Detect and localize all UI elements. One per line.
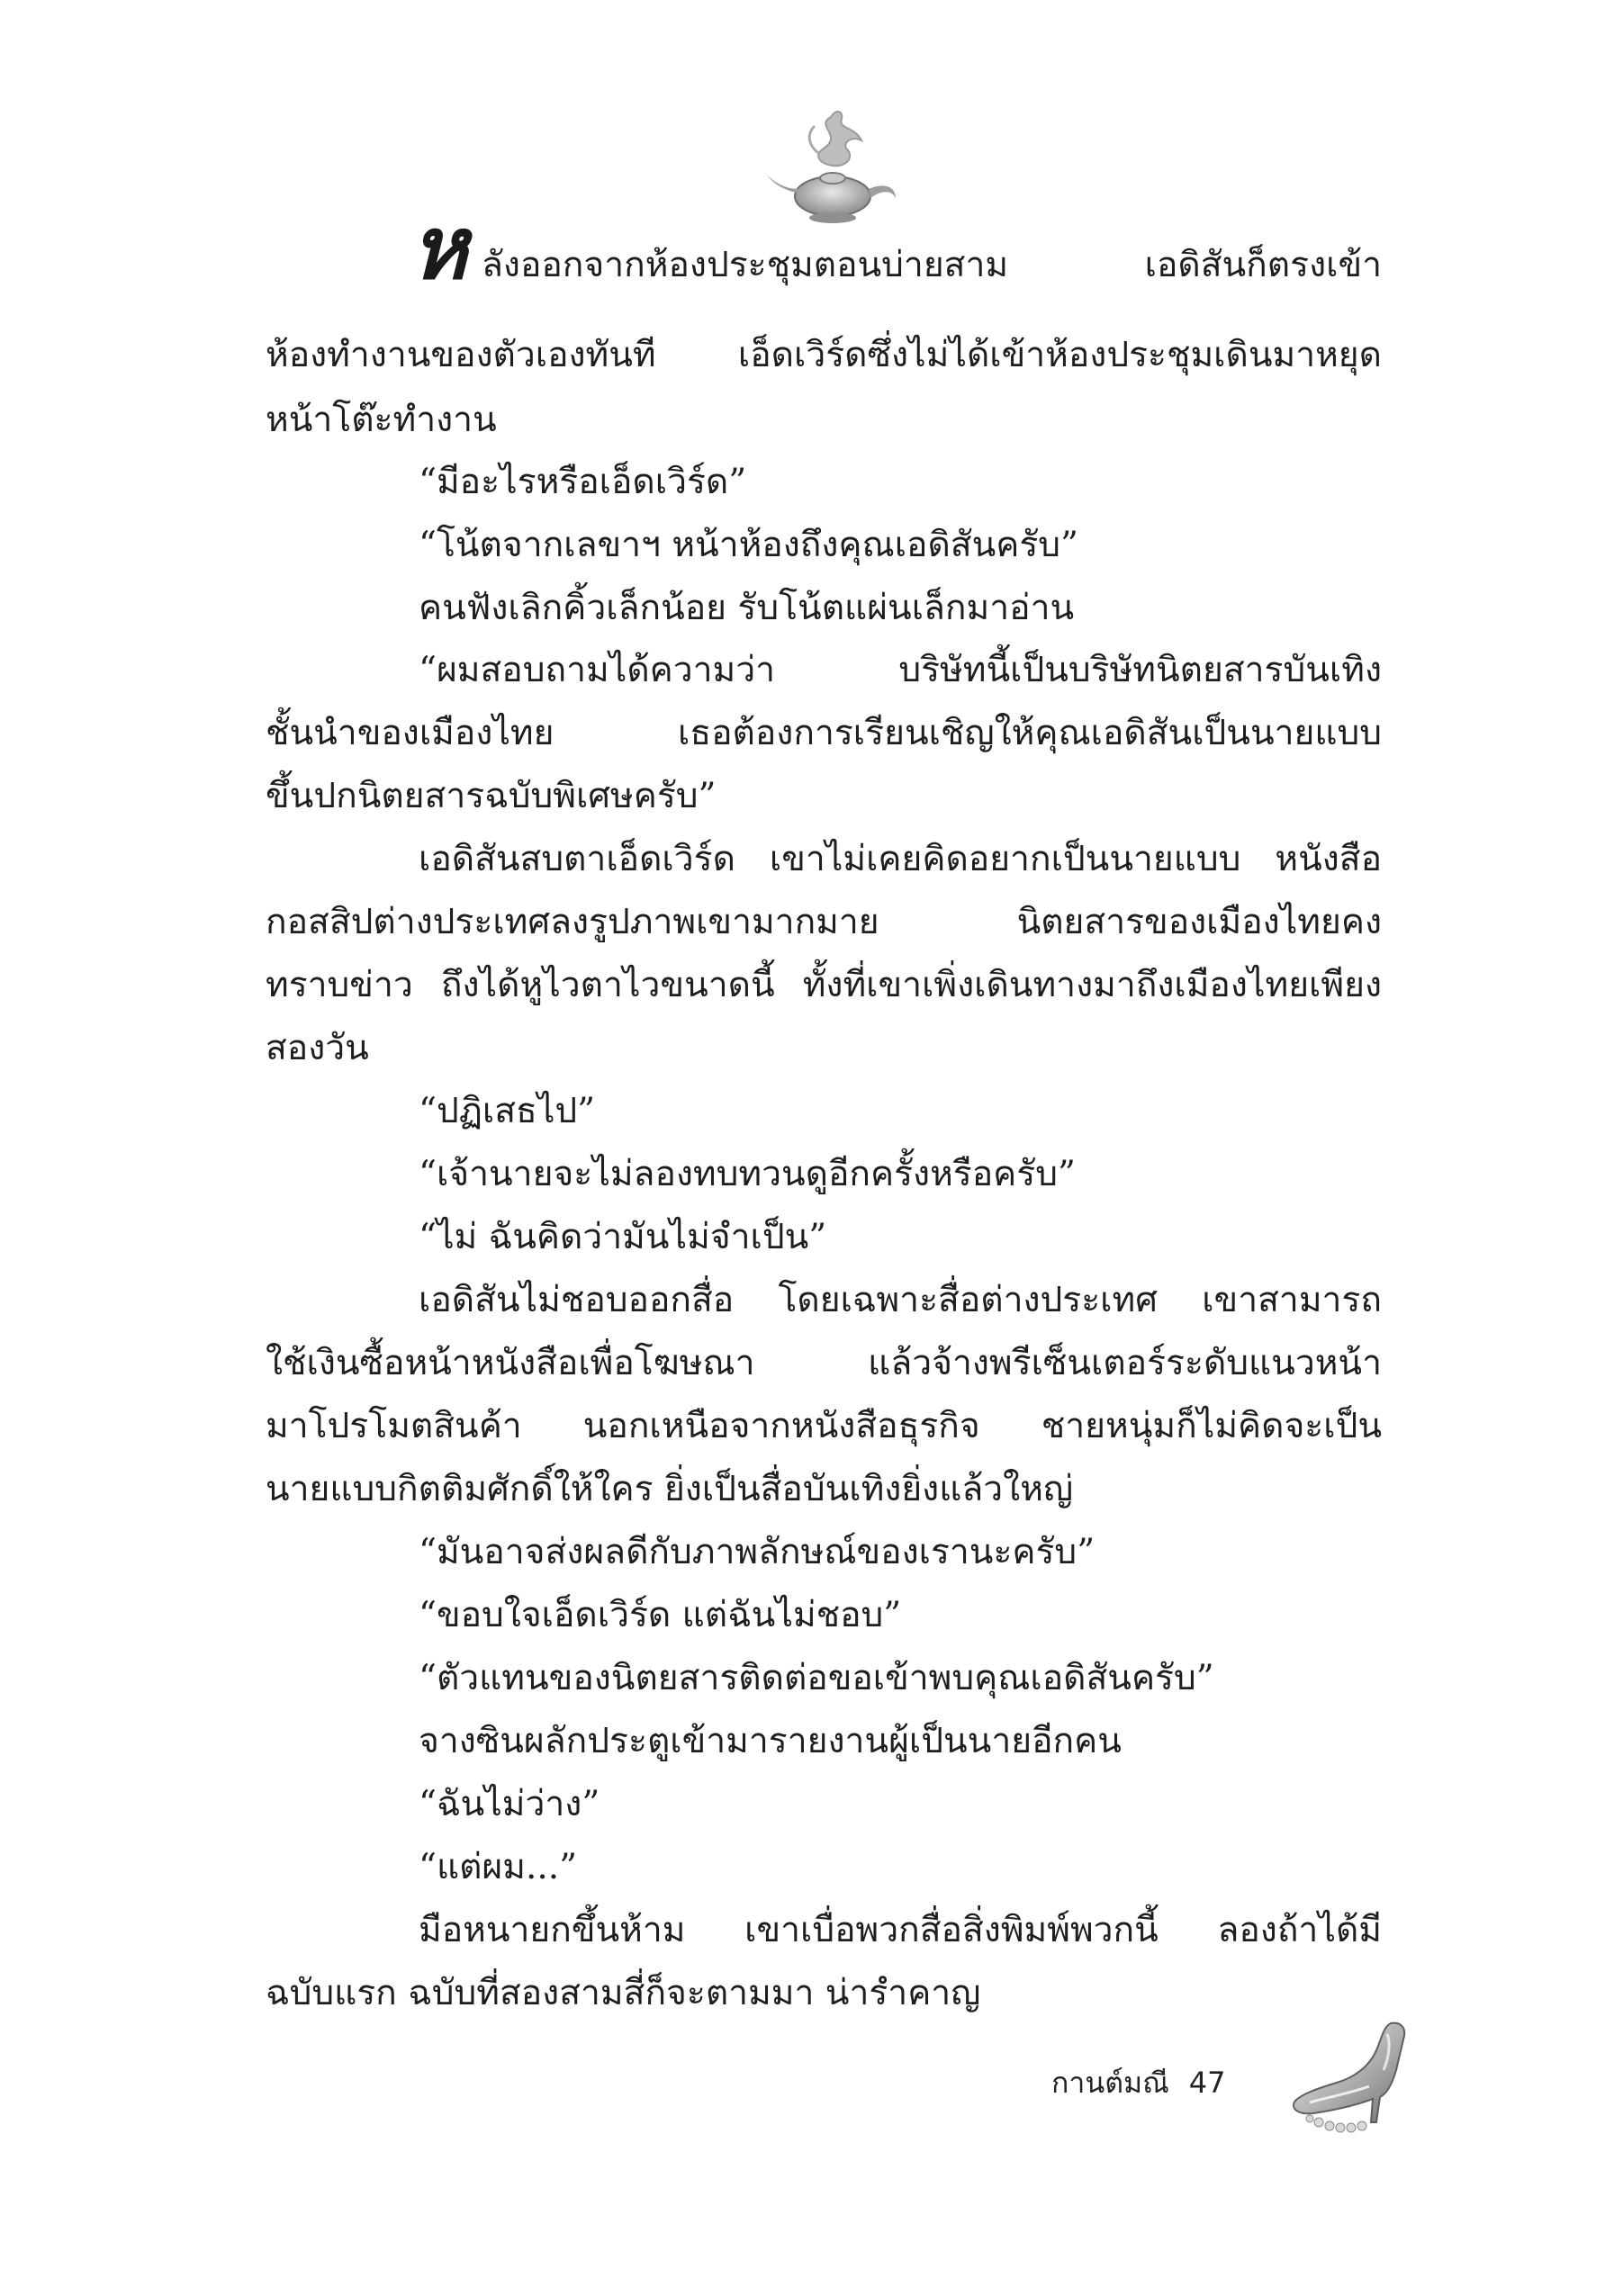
text-line: หน้าโต๊ะทำงาน bbox=[266, 400, 497, 440]
text-line: มือหนายกขึ้นห้าม เขาเบื่อพวกสื่อสิ่งพิมพ์พวกนี้ ลองถ้าได้มี bbox=[419, 1910, 1382, 1950]
text-line: “มันอาจส่งผลดีกับภาพลักษณ์ของเรานะครับ” bbox=[419, 1532, 1096, 1572]
text-line: “ขอบใจเอ็ดเวิร์ด แต่ฉันไม่ชอบ” bbox=[419, 1595, 902, 1635]
text-line: “ผมสอบถามได้ความว่า บริษัทนี้เป็นบริษัทนิตยสารบันเทิง bbox=[419, 650, 1382, 690]
text-line: “ไม่ ฉันคิดว่ามันไม่จำเป็น” bbox=[419, 1217, 827, 1257]
text-line: นายแบบกิตติมศักดิ์ให้ใคร ยิ่งเป็นสื่อบันเทิงยิ่งแล้วใหญ่ bbox=[266, 1469, 1074, 1509]
text-line: ฉบับแรก ฉบับที่สองสามสี่ก็จะตามมา น่ารำคาญ bbox=[266, 1973, 981, 2013]
text-line: “ปฏิเสธไป” bbox=[419, 1091, 596, 1131]
text-line: “เจ้านายจะไม่ลองทบทวนดูอีกครั้งหรือครับ” bbox=[419, 1154, 1076, 1194]
text-line: ห้องทำงานของตัวเองทันที เอ็ดเวิร์ดซึ่งไม่ได้เข้าห้องประชุมเดินมาหยุด bbox=[266, 335, 1382, 375]
text-line: มาโปรโมตสินค้า นอกเหนือจากหนังสือธุรกิจ ชายหนุ่มก็ไม่คิดจะเป็น bbox=[266, 1406, 1382, 1446]
text-line: สองวัน bbox=[266, 1028, 369, 1068]
text-line: ขึ้นปกนิตยสารฉบับพิเศษครับ” bbox=[266, 776, 717, 816]
text-line: เอดิสันไม่ชอบออกสื่อ โดยเฉพาะสื่อต่างประเทศ เขาสามารถ bbox=[419, 1280, 1382, 1320]
glass-slipper-icon bbox=[1283, 2007, 1418, 2142]
text-line: คนฟังเลิกคิ้วเล็กน้อย รับโน้ตแผ่นเล็กมาอ่าน bbox=[419, 588, 1075, 628]
text-line: “มีอะไรหรือเอ็ดเวิร์ด” bbox=[419, 462, 747, 502]
text-line: กอสสิปต่างประเทศลงรูปภาพเขามากมาย นิตยสารของเมืองไทยคง bbox=[266, 902, 1382, 942]
page-footer bbox=[1051, 2063, 1226, 2102]
dropcap-letter: ห bbox=[410, 197, 468, 299]
text-line: ชั้นนำของเมืองไทย เธอต้องการเรียนเชิญให้คุณเอดิสันเป็นนายแบบ bbox=[266, 713, 1382, 753]
text-line: “แต่ผม...” bbox=[419, 1847, 578, 1887]
text-line: “ตัวแทนของนิตยสารติดต่อขอเข้าพบคุณเอดิสันครับ” bbox=[419, 1658, 1214, 1698]
text-line: ใช้เงินซื้อหน้าหนังสือเพื่อโฆษณา แล้วจ้างพรีเซ็นเตอร์ระดับแนวหน้า bbox=[266, 1343, 1382, 1383]
text-line: จางซินผลักประตูเข้ามารายงานผู้เป็นนายอีกคน bbox=[419, 1721, 1122, 1761]
text-line: ลังออกจากห้องประชุมตอนบ่ายสาม เอดิสันก็ตรงเข้า bbox=[482, 245, 1382, 285]
page-number: 47 bbox=[1188, 2066, 1226, 2100]
text-line: เอดิสันสบตาเอ็ดเวิร์ด เขาไม่เคยคิดอยากเป็นนายแบบ หนังสือ bbox=[419, 839, 1382, 879]
text-line: “โน้ตจากเลขาฯ หน้าห้องถึงคุณเอดิสันครับ” bbox=[419, 525, 1078, 565]
text-line: “ฉันไม่ว่าง” bbox=[419, 1784, 600, 1824]
author-name: กานต์มณี bbox=[1051, 2066, 1169, 2100]
text-line: ทราบข่าว ถึงได้หูไวตาไวขนาดนี้ ทั้งที่เขาเพิ่งเดินทางมาถึงเมืองไทยเพียง bbox=[266, 965, 1382, 1005]
